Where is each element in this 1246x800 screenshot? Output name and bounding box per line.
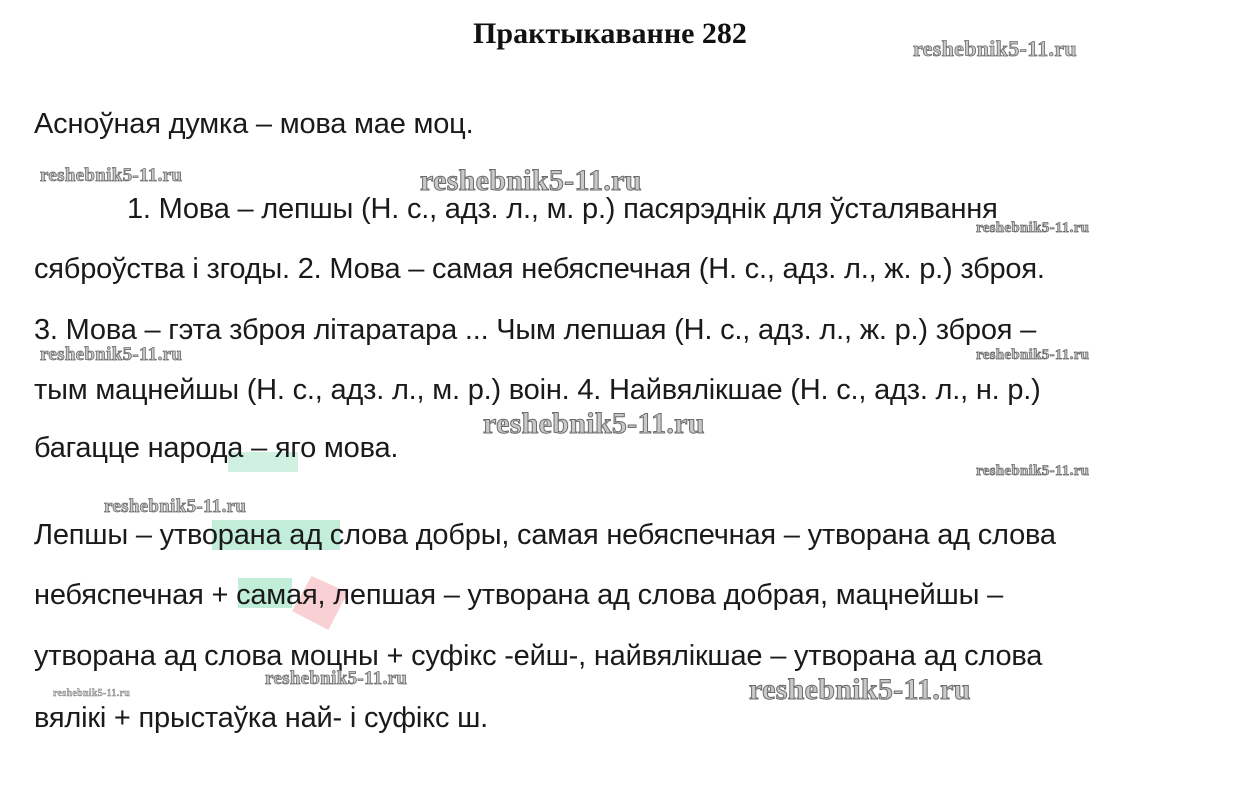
- explanation-line: небяспечная + самая, лепшая – утворана ад слова добрая, мацнейшы –: [34, 579, 1004, 611]
- paragraph-line: сяброўства і згоды. 2. Мова – самая небяспечная (Н. с., адз. л., ж. р.) зброя.: [34, 253, 1045, 285]
- page-title: Практыкаванне 282: [473, 17, 747, 50]
- explanation-line: утворана ад слова моцны + суфікс -ейш-, найвялікшае – утворана ад слова: [34, 640, 1043, 672]
- main-idea: Асноўная думка – мова мае моц.: [34, 108, 474, 140]
- watermark: reshebnik5-11.ru: [104, 496, 247, 517]
- watermark: reshebnik5-11.ru: [483, 407, 705, 440]
- watermark: reshebnik5-11.ru: [913, 36, 1077, 61]
- explanation-line: вялікі + прыстаўка най- і суфікс ш.: [34, 702, 489, 734]
- watermark: reshebnik5-11.ru: [420, 164, 642, 197]
- watermark: reshebnik5-11.ru: [53, 688, 131, 699]
- paragraph-line: багацце народа – яго мова.: [34, 432, 399, 464]
- paragraph-line: тым мацнейшы (Н. с., адз. л., м. р.) воін. 4. Найвялікшае (Н. с., адз. л., н. р.): [34, 374, 1041, 406]
- explanation-line: Лепшы – утворана ад слова добры, самая небяспечная – утворана ад слова: [34, 519, 1056, 551]
- watermark: reshebnik5-11.ru: [976, 463, 1090, 479]
- watermark: reshebnik5-11.ru: [265, 668, 408, 689]
- paragraph-line: 1. Мова – лепшы (Н. с., адз. л., м. р.) пасярэднік для ўсталявання: [127, 193, 998, 225]
- watermark: reshebnik5-11.ru: [976, 347, 1090, 363]
- watermark: reshebnik5-11.ru: [976, 220, 1090, 236]
- watermark: reshebnik5-11.ru: [40, 344, 183, 365]
- watermark: reshebnik5-11.ru: [40, 165, 183, 186]
- watermark: reshebnik5-11.ru: [749, 673, 971, 706]
- paragraph-line: 3. Мова – гэта зброя літаратара ... Чым лепшая (Н. с., адз. л., ж. р.) зброя –: [34, 314, 1037, 346]
